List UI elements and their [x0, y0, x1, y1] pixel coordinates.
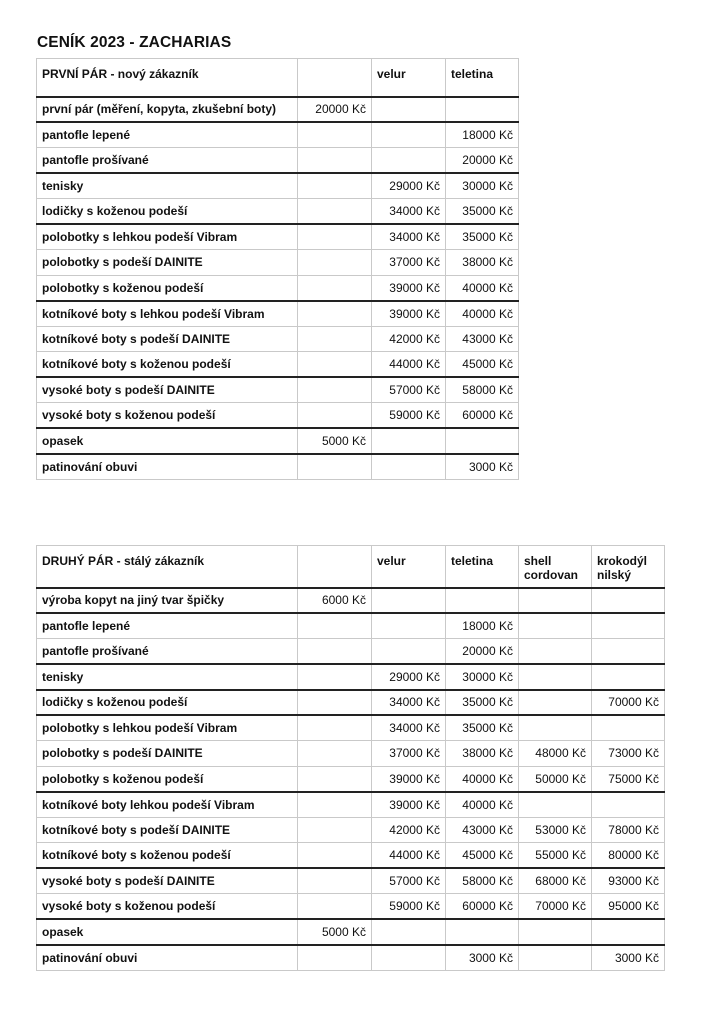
price-table-first-pair	[36, 58, 519, 480]
table-row	[37, 868, 665, 894]
price-cell: 3000 Kč	[446, 454, 519, 480]
price-cell: 37000 Kč	[372, 741, 446, 767]
item-name: kotníkové boty s podeší DAINITE	[37, 326, 298, 352]
item-name: lodičky s koženou podeší	[37, 199, 298, 225]
price-cell: 45000 Kč	[446, 352, 519, 378]
price-cell: 75000 Kč	[592, 766, 665, 792]
item-name: vysoké boty s podeší DAINITE	[37, 868, 298, 894]
price-cell	[372, 613, 446, 639]
table-row	[37, 301, 519, 327]
price-cell: 42000 Kč	[372, 817, 446, 843]
table-row	[37, 275, 519, 301]
price-cell	[298, 352, 372, 378]
price-cell: 35000 Kč	[446, 224, 519, 250]
item-name: pantofle lepené	[37, 613, 298, 639]
item-name: první pár (měření, kopyta, zkušební boty)	[37, 97, 298, 123]
price-cell: 34000 Kč	[372, 690, 446, 716]
price-cell: 73000 Kč	[592, 741, 665, 767]
table-row	[37, 250, 519, 276]
price-cell: 39000 Kč	[372, 792, 446, 818]
price-cell: 44000 Kč	[372, 352, 446, 378]
price-cell: 44000 Kč	[372, 843, 446, 869]
header-cell: teletina	[446, 546, 519, 588]
price-cell: 18000 Kč	[446, 613, 519, 639]
price-cell: 18000 Kč	[446, 122, 519, 148]
table-row	[37, 715, 665, 741]
price-cell: 39000 Kč	[372, 766, 446, 792]
price-cell	[298, 148, 372, 174]
price-cell	[298, 122, 372, 148]
price-cell: 39000 Kč	[372, 301, 446, 327]
header-cell	[298, 59, 372, 97]
price-cell	[298, 301, 372, 327]
price-cell: 3000 Kč	[592, 945, 665, 971]
price-cell	[592, 588, 665, 614]
price-cell: 40000 Kč	[446, 301, 519, 327]
price-cell: 37000 Kč	[372, 250, 446, 276]
price-cell	[298, 868, 372, 894]
price-cell: 40000 Kč	[446, 275, 519, 301]
price-cell: 50000 Kč	[519, 766, 592, 792]
price-cell: 60000 Kč	[446, 403, 519, 429]
price-cell: 38000 Kč	[446, 741, 519, 767]
table-row	[37, 639, 665, 665]
table-row	[37, 919, 665, 945]
price-cell: 80000 Kč	[592, 843, 665, 869]
price-cell: 34000 Kč	[372, 199, 446, 225]
table-row	[37, 326, 519, 352]
item-name: vysoké boty s koženou podeší	[37, 894, 298, 920]
price-cell	[592, 613, 665, 639]
header-cell: velur	[372, 59, 446, 97]
item-name: polobotky s koženou podeší	[37, 766, 298, 792]
price-cell	[519, 945, 592, 971]
price-cell: 70000 Kč	[519, 894, 592, 920]
item-name: polobotky s koženou podeší	[37, 275, 298, 301]
price-cell	[592, 715, 665, 741]
header-cell: krokodýl nilský	[592, 546, 665, 588]
price-cell	[298, 766, 372, 792]
price-cell: 6000 Kč	[298, 588, 372, 614]
item-name: patinování obuvi	[37, 454, 298, 480]
price-cell	[298, 817, 372, 843]
price-cell: 35000 Kč	[446, 715, 519, 741]
item-name: tenisky	[37, 173, 298, 199]
item-name: lodičky s koženou podeší	[37, 690, 298, 716]
price-cell	[298, 613, 372, 639]
price-cell: 35000 Kč	[446, 690, 519, 716]
page-title: CENÍK 2023 - ZACHARIAS	[37, 34, 232, 51]
price-cell: 93000 Kč	[592, 868, 665, 894]
price-cell	[298, 224, 372, 250]
price-cell	[298, 199, 372, 225]
header-cell: PRVNÍ PÁR - nový zákazník	[37, 59, 298, 97]
price-cell	[298, 454, 372, 480]
item-name: vysoké boty s koženou podeší	[37, 403, 298, 429]
table-row	[37, 148, 519, 174]
price-cell: 59000 Kč	[372, 403, 446, 429]
price-cell: 34000 Kč	[372, 715, 446, 741]
price-cell: 5000 Kč	[298, 428, 372, 454]
item-name: polobotky s lehkou podeší Vibram	[37, 224, 298, 250]
price-cell	[519, 715, 592, 741]
price-cell: 43000 Kč	[446, 817, 519, 843]
price-cell	[519, 613, 592, 639]
price-cell	[298, 639, 372, 665]
price-cell	[372, 428, 446, 454]
price-table-first-pair-body	[37, 59, 519, 480]
price-cell: 45000 Kč	[446, 843, 519, 869]
item-name: polobotky s podeší DAINITE	[37, 250, 298, 276]
table-row	[37, 377, 519, 403]
header-cell	[298, 546, 372, 588]
price-cell: 43000 Kč	[446, 326, 519, 352]
price-cell: 57000 Kč	[372, 377, 446, 403]
price-cell: 3000 Kč	[446, 945, 519, 971]
table-row	[37, 894, 665, 920]
price-cell	[372, 148, 446, 174]
item-name: kotníkové boty s lehkou podeší Vibram	[37, 301, 298, 327]
header-cell: teletina	[446, 59, 519, 97]
price-cell: 59000 Kč	[372, 894, 446, 920]
price-cell	[446, 588, 519, 614]
table-row	[37, 766, 665, 792]
table-row	[37, 224, 519, 250]
price-cell	[298, 275, 372, 301]
price-cell	[298, 377, 372, 403]
price-cell	[519, 639, 592, 665]
price-cell	[298, 403, 372, 429]
table-row	[37, 352, 519, 378]
price-cell: 40000 Kč	[446, 766, 519, 792]
price-cell	[298, 173, 372, 199]
table-row	[37, 97, 519, 123]
price-cell: 34000 Kč	[372, 224, 446, 250]
price-cell: 20000 Kč	[298, 97, 372, 123]
item-name: pantofle lepené	[37, 122, 298, 148]
header-cell: velur	[372, 546, 446, 588]
table-row	[37, 945, 665, 971]
table-row	[37, 428, 519, 454]
price-cell: 42000 Kč	[372, 326, 446, 352]
table-row	[37, 843, 665, 869]
price-cell	[592, 664, 665, 690]
price-cell	[298, 326, 372, 352]
item-name: výroba kopyt na jiný tvar špičky	[37, 588, 298, 614]
price-cell: 5000 Kč	[298, 919, 372, 945]
price-cell	[372, 122, 446, 148]
price-cell: 48000 Kč	[519, 741, 592, 767]
header-row	[37, 546, 665, 588]
price-cell: 70000 Kč	[592, 690, 665, 716]
price-cell: 20000 Kč	[446, 639, 519, 665]
price-cell: 30000 Kč	[446, 664, 519, 690]
price-cell	[298, 894, 372, 920]
price-cell: 57000 Kč	[372, 868, 446, 894]
item-name: kotníkové boty s koženou podeší	[37, 352, 298, 378]
price-cell: 29000 Kč	[372, 173, 446, 199]
table-row	[37, 613, 665, 639]
price-cell	[372, 945, 446, 971]
item-name: pantofle prošívané	[37, 148, 298, 174]
price-cell	[298, 690, 372, 716]
item-name: kotníkové boty s podeší DAINITE	[37, 817, 298, 843]
item-name: kotníkové boty s koženou podeší	[37, 843, 298, 869]
table-row	[37, 403, 519, 429]
table-row	[37, 690, 665, 716]
price-cell: 55000 Kč	[519, 843, 592, 869]
header-cell: shell cordovan	[519, 546, 592, 588]
table-row	[37, 664, 665, 690]
price-cell	[372, 639, 446, 665]
item-name: kotníkové boty lehkou podeší Vibram	[37, 792, 298, 818]
item-name: tenisky	[37, 664, 298, 690]
table-row	[37, 199, 519, 225]
price-cell: 58000 Kč	[446, 868, 519, 894]
table-row	[37, 741, 665, 767]
price-cell	[446, 97, 519, 123]
header-cell: DRUHÝ PÁR - stálý zákazník	[37, 546, 298, 588]
table-row	[37, 454, 519, 480]
price-cell: 95000 Kč	[592, 894, 665, 920]
price-cell: 35000 Kč	[446, 199, 519, 225]
price-cell: 68000 Kč	[519, 868, 592, 894]
table-row	[37, 122, 519, 148]
price-cell	[298, 715, 372, 741]
price-cell	[519, 792, 592, 818]
table-row	[37, 173, 519, 199]
table-row	[37, 817, 665, 843]
table-row	[37, 588, 665, 614]
price-cell	[298, 945, 372, 971]
header-row	[37, 59, 519, 97]
price-cell	[298, 843, 372, 869]
price-cell	[372, 97, 446, 123]
price-cell	[519, 588, 592, 614]
item-name: pantofle prošívané	[37, 639, 298, 665]
price-cell	[372, 919, 446, 945]
price-cell: 20000 Kč	[446, 148, 519, 174]
price-cell: 78000 Kč	[592, 817, 665, 843]
price-cell: 38000 Kč	[446, 250, 519, 276]
price-cell: 29000 Kč	[372, 664, 446, 690]
price-cell: 53000 Kč	[519, 817, 592, 843]
price-cell	[298, 664, 372, 690]
price-table-second-pair	[36, 545, 665, 971]
price-cell	[446, 428, 519, 454]
item-name: opasek	[37, 428, 298, 454]
price-cell: 30000 Kč	[446, 173, 519, 199]
price-cell	[519, 690, 592, 716]
table-row	[37, 792, 665, 818]
price-cell	[519, 664, 592, 690]
price-table-second-pair-body	[37, 546, 665, 971]
price-cell	[298, 250, 372, 276]
item-name: patinování obuvi	[37, 945, 298, 971]
price-cell: 40000 Kč	[446, 792, 519, 818]
item-name: opasek	[37, 919, 298, 945]
item-name: polobotky s lehkou podeší Vibram	[37, 715, 298, 741]
price-cell	[592, 919, 665, 945]
item-name: vysoké boty s podeší DAINITE	[37, 377, 298, 403]
item-name: polobotky s podeší DAINITE	[37, 741, 298, 767]
price-cell	[298, 741, 372, 767]
price-cell	[372, 454, 446, 480]
price-cell: 60000 Kč	[446, 894, 519, 920]
price-cell	[519, 919, 592, 945]
price-cell	[372, 588, 446, 614]
price-cell	[592, 792, 665, 818]
price-cell	[446, 919, 519, 945]
price-cell: 58000 Kč	[446, 377, 519, 403]
price-cell	[592, 639, 665, 665]
price-cell	[298, 792, 372, 818]
price-cell: 39000 Kč	[372, 275, 446, 301]
